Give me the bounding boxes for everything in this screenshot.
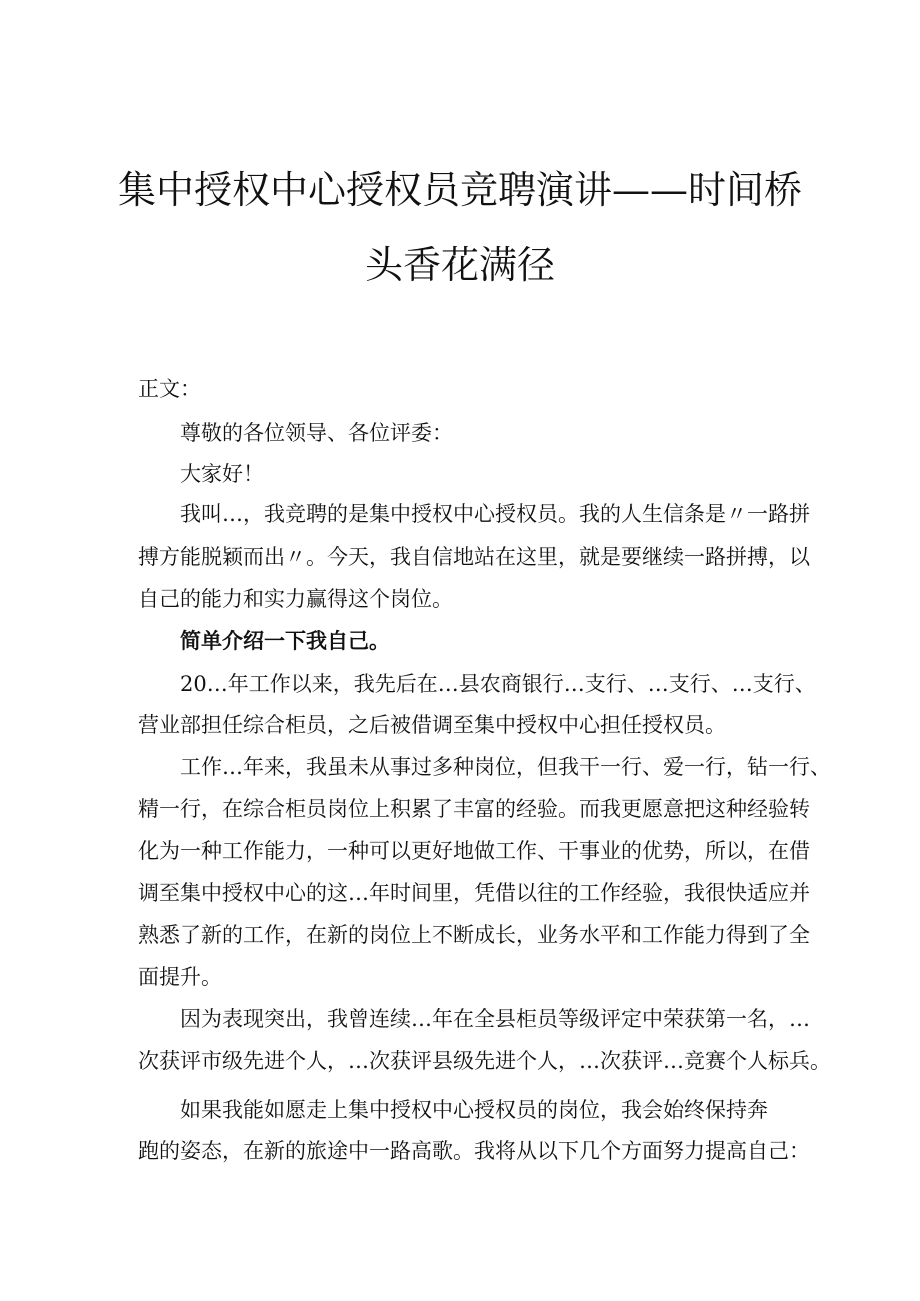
- hello: 大家好！: [180, 462, 264, 486]
- greeting: 尊敬的各位领导、各位评委：: [180, 421, 453, 445]
- paragraph-1-line-1: 我叫…，我竞聘的是集中授权中心授权员。我的人生信条是〃一路拼: [180, 502, 810, 526]
- paragraph-2-line-2: 营业部担任综合柜员，之后被借调至集中授权中心担任授权员。: [138, 713, 726, 737]
- section-heading-intro: 简单介绍一下我自己。: [180, 628, 390, 653]
- paragraph-1-line-2: 搏方能脱颖而出〃。今天，我自信地站在这里，就是要继续一路拼搏，以: [138, 545, 810, 569]
- paragraph-5-line-2: 跑的姿态，在新的旅途中一路高歌。我将从以下几个方面努力提高自己：: [138, 1139, 810, 1163]
- paragraph-3-line-6: 面提升。: [138, 965, 222, 989]
- paragraph-3-line-4: 调至集中授权中心的这…年时间里，凭借以往的工作经验，我很快适应并: [138, 881, 810, 905]
- paragraph-2-line-1: 20…年工作以来，我先后在…县农商银行…支行、…支行、…支行、: [180, 672, 816, 696]
- paragraph-3-line-2: 精一行，在综合柜员岗位上积累了丰富的经验。而我更愿意把这种经验转: [138, 797, 810, 821]
- paragraph-5-line-1: 如果我能如愿走上集中授权中心授权员的岗位，我会始终保持奔: [180, 1098, 768, 1122]
- document-title-line-2: 头香花满径: [364, 243, 555, 287]
- paragraph-3-line-3: 化为一种工作能力，一种可以更好地做工作、干事业的优势，所以，在借: [138, 839, 810, 863]
- paragraph-4-line-2: 次获评市级先进个人，…次获评县级先进个人，…次获评…竞赛个人标兵。: [138, 1049, 831, 1073]
- paragraph-3-line-1: 工作…年来，我虽未从事过多种岗位，但我干一行、爱一行，钻一行、: [180, 755, 831, 779]
- paragraph-3-line-5: 熟悉了新的工作，在新的岗位上不断成长，业务水平和工作能力得到了全: [138, 923, 810, 947]
- document-title-line-1: 集中授权中心授权员竞聘演讲——时间桥: [117, 168, 802, 212]
- body-label: 正文：: [138, 377, 201, 401]
- paragraph-1-line-3: 自己的能力和实力赢得这个岗位。: [138, 587, 453, 611]
- paragraph-4-line-1: 因为表现突出，我曾连续…年在全县柜员等级评定中荣获第一名，…: [180, 1007, 810, 1031]
